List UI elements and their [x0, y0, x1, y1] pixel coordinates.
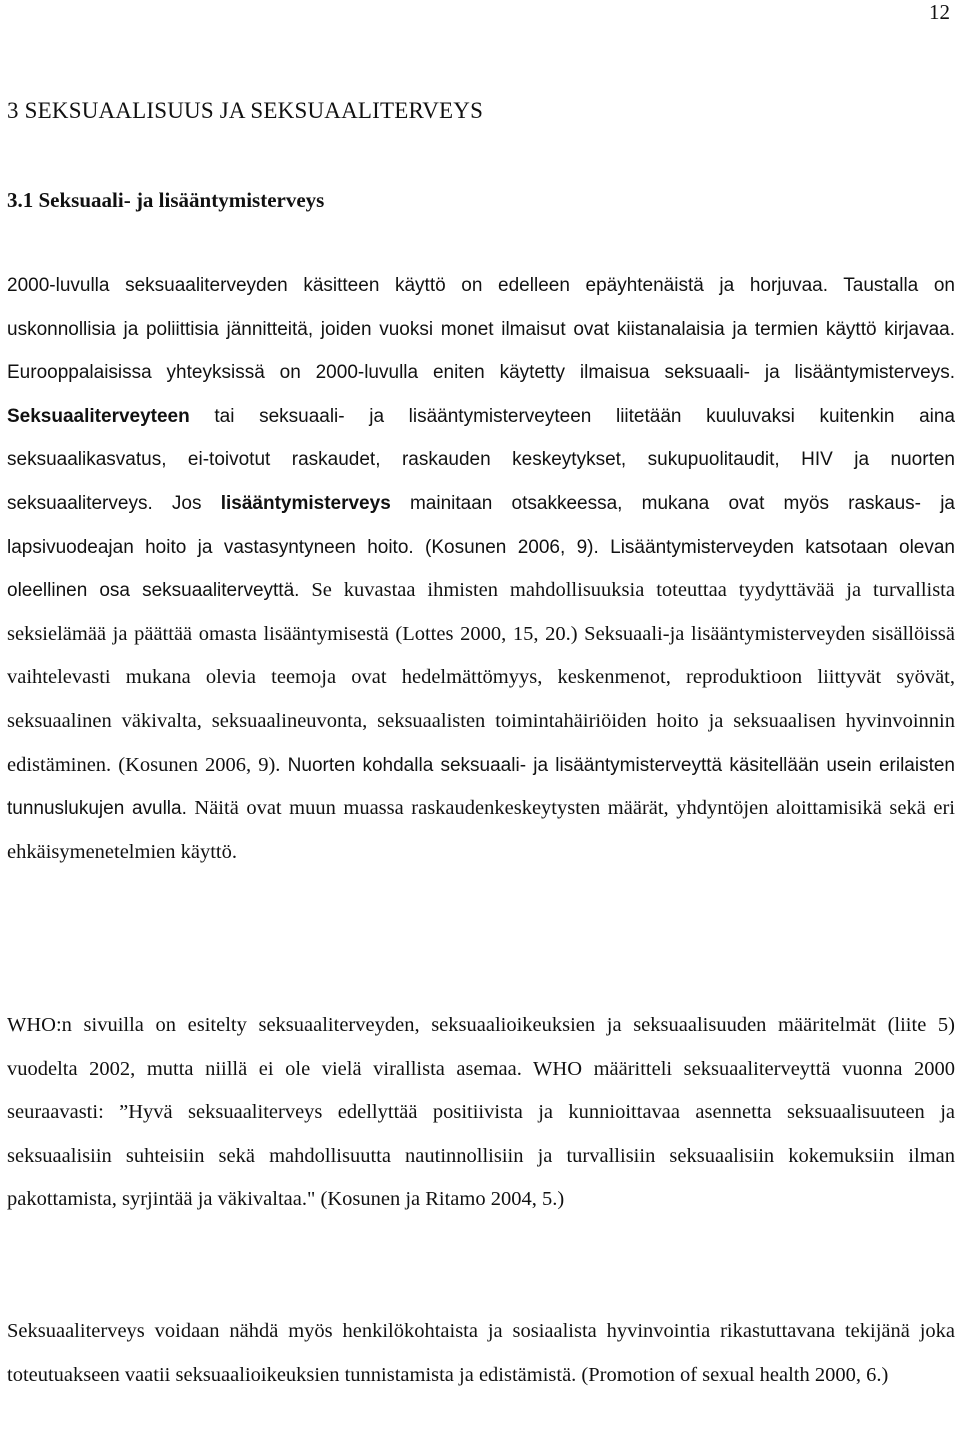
paragraph-text: 2000-luvulla seksuaaliterveyden käsitteen käyttö on edelleen epäyhtenäistä ja horjuvaa. Taustalla on uskonnollisia ja poliittisia jännitteitä, joiden vuoksi monet ilmaisut ovat kiistanalaisia ja termien käyttö kirjavaa. [7, 275, 955, 340]
paragraph-text: Se kuvastaa ihmisten mahdollisuuksia toteuttaa tyydyttävää ja turvallista seksielämää ja päättää omasta lisääntymisestä (Lottes 2000, 15, 20.) [7, 579, 955, 645]
paragraph-text: tai seksuaali- ja lisääntymisterveyteen liitetään kuuluvaksi kuitenkin aina seksuaalikasvatus, ei-toivotut raskaudet, raskauden keskeytykset, sukupuolitaudit, HIV ja nuorten seksuaaliterveys. Jos [7, 405, 955, 514]
paragraph-health-concepts [7, 264, 955, 874]
paragraph-text: Seksuaali-ja lisääntymisterveyden sisällöissä vaihtelevasti mukana olevia teemoja ovat hedelmättömyys, keskenmenot, reproduktioon liittyvät syövät, seksuaalinen väkivalta, seksuaalineuvonta, seksuaalisten toimintahäiriöiden hoito ja seksuaalisen hyvinvoinnin edistäminen. (Kosunen 2006, 9). [7, 622, 955, 776]
chapter-title: 3 SEKSUAALISUUS JA SEKSUAALITERVEYS [7, 98, 484, 123]
paragraph-who-definition: WHO:n sivuilla on esitelty seksuaaliterveyden, seksuaalioikeuksien ja seksuaalisuuden määritelmät (liite 5) vuodelta 2002, mutta niillä ei ole vielä virallista asemaa. WHO määritteli seksuaaliterveyttä vuonna 2000 seuraavasti: ”Hyvä seksuaaliterveys edellyttää positiivista ja kunnioittavaa asennetta seksuaalisuuteen ja seksuaalisiin suhteisiin sekä mahdollisuutta nautinnollisiin ja turvallisiin seksuaalisiin kokemuksiin ilman pakottamista, syrjintää ja väkivaltaa." (Kosunen ja Ritamo 2004, 5.) [7, 1014, 955, 1211]
paragraph-text: Näitä ovat muun muassa raskaudenkeskeytysten määrät, yhdyntöjen aloittamisikä sekä eri ehkäisymenetelmien käyttö. [7, 797, 955, 863]
paragraph-text: Eurooppalaisissa yhteyksissä on 2000-luvulla eniten käytetty ilmaisua seksuaali- ja lisääntymisterveys. [7, 362, 955, 384]
paragraph-text: Nuorten kohdalla seksuaali- ja lisääntymisterveyttä käsitellään usein erilaisten tunnuslukujen avulla. [7, 754, 956, 820]
bold-term-seksuaaliterveyteen: Seksuaaliterveyteen [7, 405, 190, 427]
section-title: 3.1 Seksuaali- ja lisääntymisterveys [7, 188, 325, 212]
paragraph-text: mainitaan otsakkeessa, mukana ovat myös raskaus- ja lapsivuodeajan hoito ja vastasyntyneen hoito. (Kosunen 2006, 9). Lisääntymisterveyden katsotaan olevan oleellinen osa seksuaaliterveyttä. [7, 492, 955, 602]
bold-term-lisaantymisterveys: lisääntymisterveys [220, 492, 391, 514]
paragraph-sexual-health-promotion: Seksuaaliterveys voidaan nähdä myös henkilökohtaista ja sosiaalista hyvinvointia rikastuttavana tekijänä joka toteutuakseen vaatii seksuaalioikeuksien tunnistamista ja edistämistä. (Promotion of sexual health 2000, 6.) [7, 1320, 955, 1386]
page-number: 12 [929, 0, 950, 24]
